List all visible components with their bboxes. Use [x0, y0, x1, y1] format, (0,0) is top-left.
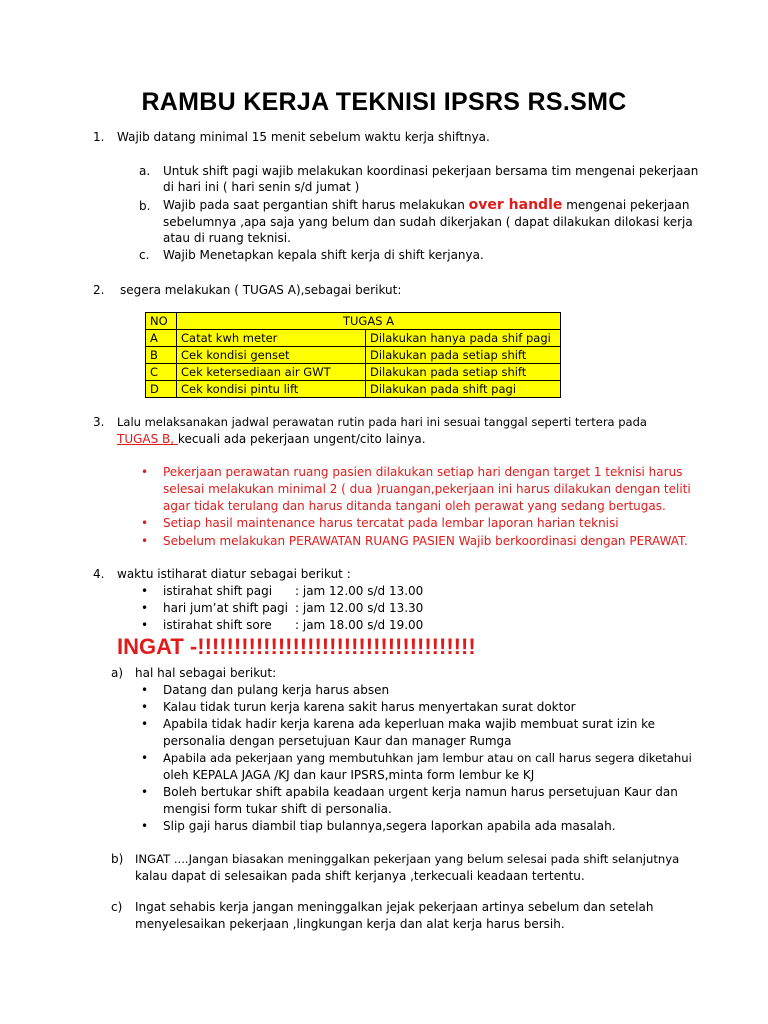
over-handle-highlight: over handle: [468, 197, 563, 213]
item-1-text: Wajib datang minimal 15 menit sebelum waktu kerja shiftnya.: [117, 130, 490, 144]
bullet-icon: •: [141, 618, 149, 632]
bullet-icon: •: [141, 683, 149, 697]
bullet-icon: •: [141, 465, 149, 479]
ingat-a-item4-line1: Apabila ada pekerjaan yang membutuhkan jam lembur atau on call harus segera diketahui: [163, 751, 692, 765]
table-header-row: [146, 313, 561, 330]
row-task: Catat kwh meter: [177, 330, 366, 347]
break-label: istirahat shift pagi: [163, 584, 273, 598]
row-task: Cek kondisi pintu lift: [177, 381, 366, 398]
ingat-a-item3-line1: Apabila tidak hadir kerja karena ada keperluan maka wajib membuat surat izin ke: [163, 717, 656, 731]
bullet-icon: •: [141, 601, 149, 615]
bullet-icon: •: [141, 785, 149, 799]
tugas-a-table: [145, 312, 561, 398]
item-3-bullet3: Sebelum melakukan PERAWATAN RUANG PASIEN Wajib berkoordinasi dengan PERAWAT.: [163, 534, 688, 548]
item-1a-label: a.: [139, 164, 151, 178]
item-1a-line2: di hari ini ( hari senin s/d jumat ): [163, 180, 360, 194]
item-3-bullet1-line1: Pekerjaan perawatan ruang pasien dilakukan setiap hari dengan target 1 teknisi harus: [163, 465, 683, 479]
item-3-bullet2: Setiap hasil maintenance harus tercatat pada lembar laporan harian teknisi: [163, 516, 619, 530]
break-time: : jam 12.00 s/d 13.30: [295, 601, 424, 615]
item-2-text: segera melakukan ( TUGAS A),sebagai berikut:: [120, 283, 402, 297]
row-note: Dilakukan hanya pada shif pagi: [366, 330, 561, 347]
bullet-icon: •: [141, 700, 149, 714]
table-row: [146, 364, 561, 381]
item-3-bullet1-line2: selesai melakukan minimal 2 ( dua )ruangan,pekerjaan ini harus dilakukan dengan teliti: [163, 482, 691, 496]
row-note: Dilakukan pada shift pagi: [366, 381, 561, 398]
table-row: [146, 347, 561, 364]
break-time: : jam 18.00 s/d 19.00: [295, 618, 424, 632]
row-task: Cek ketersediaan air GWT: [177, 364, 366, 381]
item-3-bullet1-line3: agar tidak terulang dan harus ditanda tangani oleh perawat yang sedang bertugas.: [163, 499, 666, 513]
ingat-c-label: c): [111, 900, 123, 914]
bullet-icon: •: [141, 717, 149, 731]
item-3-line1: Lalu melaksanakan jadwal perawatan rutin pada hari ini sesuai tanggal seperti tertera pada: [117, 415, 647, 429]
item-3-number: 3.: [93, 415, 105, 429]
bullet-icon: •: [141, 751, 149, 765]
item-1-number: 1.: [93, 130, 105, 144]
item-1c-label: c.: [139, 248, 150, 262]
ingat-c-line2: menyelesaikan pekerjaan ,lingkungan kerja dan alat kerja harus bersih.: [135, 917, 565, 931]
ingat-a-item6: Slip gaji harus diambil tiap bulannya,segera laporkan apabila ada masalah.: [163, 819, 616, 833]
header-no: NO: [146, 313, 177, 330]
row-no: A: [146, 330, 177, 347]
bullet-icon: •: [141, 516, 149, 530]
ingat-a-item4-line2: oleh KEPALA JAGA /KJ dan kaur IPSRS,minta form lembur ke KJ: [163, 768, 535, 782]
item-1a-line1: Untuk shift pagi wajib melakukan koordinasi pekerjaan bersama tim mengenai pekerjaan: [163, 164, 699, 178]
item-1b-line3: atau di ruang teknisi.: [163, 231, 291, 245]
item-4-number: 4.: [93, 567, 105, 581]
break-time: : jam 12.00 s/d 13.00: [295, 584, 424, 598]
ingat-c-line1: Ingat sehabis kerja jangan meninggalkan jejak pekerjaan artinya sebelum dan setelah: [135, 900, 654, 914]
row-note: Dilakukan pada setiap shift: [366, 364, 561, 381]
item-3-line2: TUGAS B, kecuali ada pekerjaan ungent/cito lainya.: [117, 432, 426, 446]
row-no: C: [146, 364, 177, 381]
ingat-a-label: a): [111, 666, 124, 680]
tugas-b-link-text: TUGAS B,: [117, 432, 178, 446]
item-1b-line2: sebelumnya ,apa saja yang belum dan sudah dikerjakan ( dapat dilakukan dilokasi kerja: [163, 215, 693, 229]
ingat-a-item3-line2: personalia dengan persetujuan Kaur dan manager Rumga: [163, 734, 512, 748]
bullet-icon: •: [141, 534, 149, 548]
row-note: Dilakukan pada setiap shift: [366, 347, 561, 364]
ingat-a-item5-line1: Boleh bertukar shift apabila keadaan urgent kerja namun harus persetujuan Kaur dan: [163, 785, 678, 799]
ingat-a-item2: Kalau tidak turun kerja karena sakit harus menyertakan surat doktor: [163, 700, 576, 714]
ingat-b-label: b): [111, 852, 124, 866]
table-row: [146, 330, 561, 347]
header-tugas: TUGAS A: [177, 313, 561, 330]
item-1b-line1: Wajib pada saat pergantian shift harus melakukan over handle mengenai pekerjaan: [163, 197, 690, 213]
page-title: RAMBU KERJA TEKNISI IPSRS RS.SMC: [141, 88, 627, 116]
row-no: B: [146, 347, 177, 364]
item-1c-text: Wajib Menetapkan kepala shift kerja di shift kerjanya.: [163, 248, 484, 262]
bullet-icon: •: [141, 819, 149, 833]
item-2-number: 2.: [93, 283, 105, 297]
ingat-b-line1: INGAT ....Jangan biasakan meninggalkan pekerjaan yang belum selesai pada shift selanjutnya: [135, 852, 680, 866]
ingat-a-text: hal hal sebagai berikut:: [135, 666, 277, 680]
ingat-a-item5-line2: mengisi form tukar shift di personalia.: [163, 802, 392, 816]
item-1b-label: b.: [139, 199, 151, 213]
ingat-a-item1: Datang dan pulang kerja harus absen: [163, 683, 390, 697]
row-no: D: [146, 381, 177, 398]
table-row: [146, 381, 561, 398]
break-label: istirahat shift sore: [163, 618, 272, 632]
ingat-b-line2: kalau dapat di selesaikan pada shift kerjanya ,terkecuali keadaan tertentu.: [135, 869, 585, 883]
bullet-icon: •: [141, 584, 149, 598]
row-task: Cek kondisi genset: [177, 347, 366, 364]
item-4-text: waktu istiharat diatur sebagai berikut :: [117, 567, 351, 581]
ingat-heading: INGAT -!!!!!!!!!!!!!!!!!!!!!!!!!!!!!!!!!!!!!!: [117, 634, 476, 659]
break-label: hari jum’at shift pagi: [163, 601, 289, 615]
